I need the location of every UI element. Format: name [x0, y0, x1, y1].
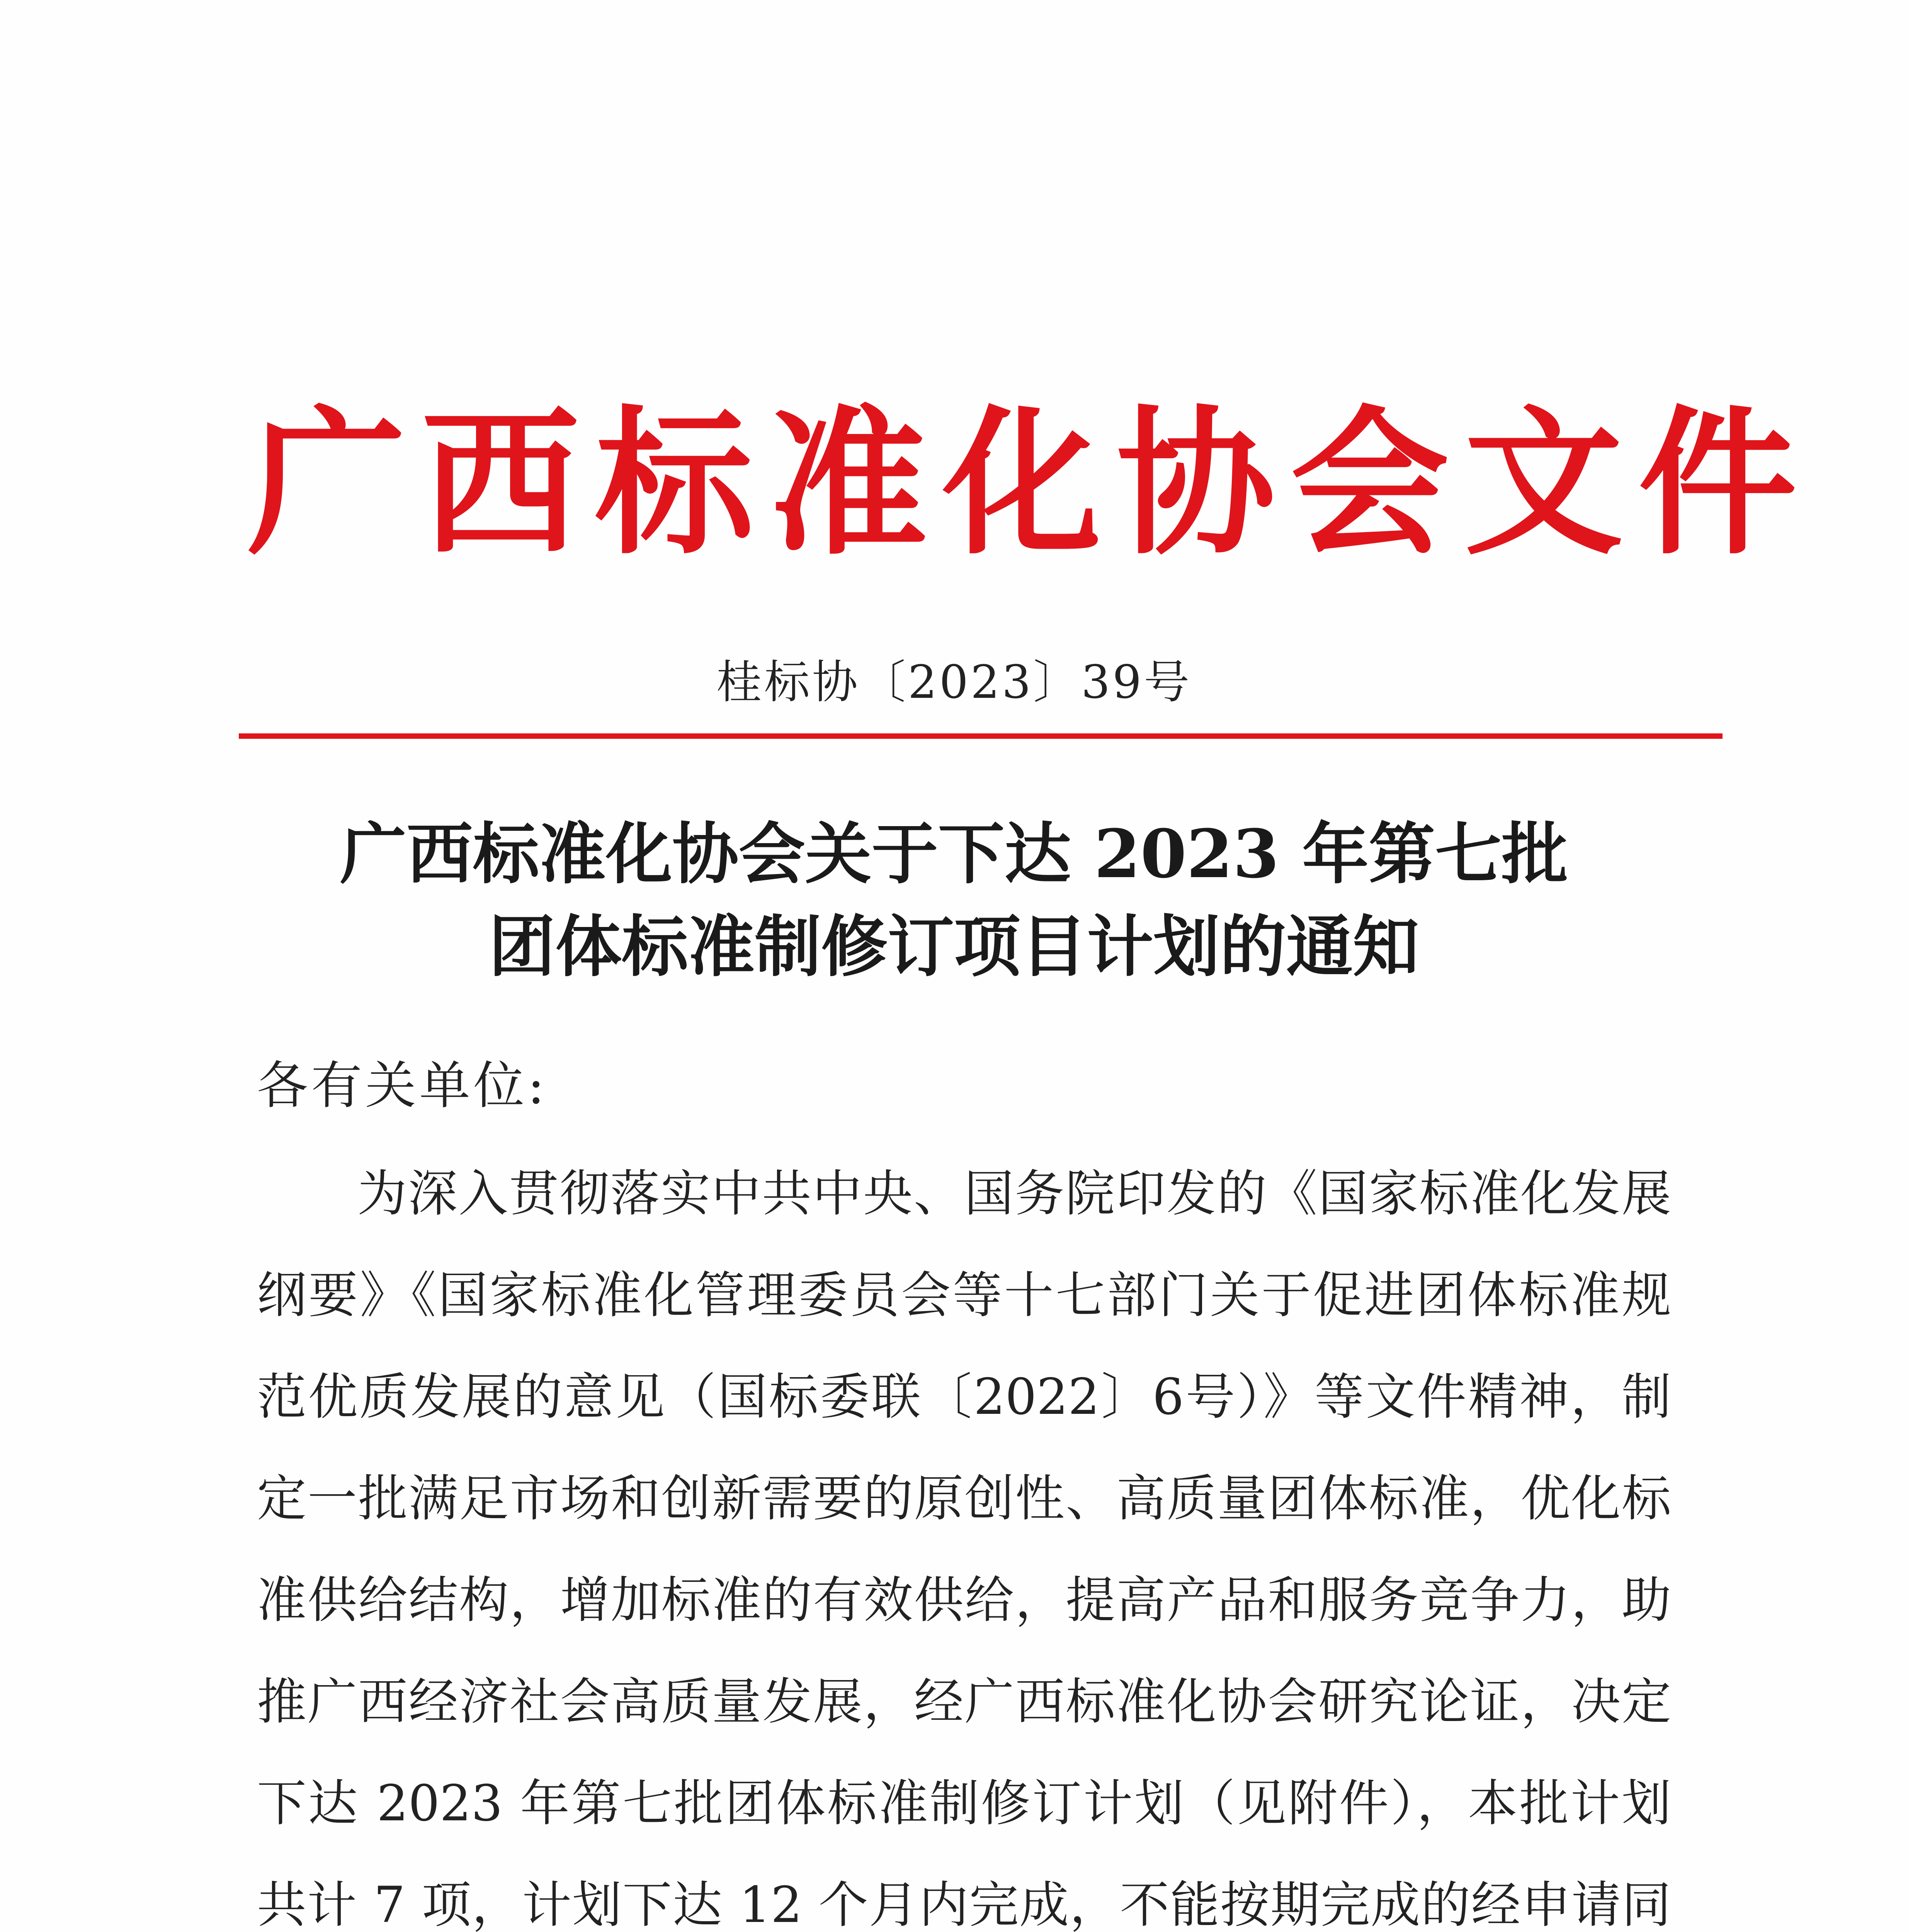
- body-line: 纲要》《国家标准化管理委员会等十七部门关于促进团体标准规: [257, 1267, 1671, 1324]
- body-line: 下达 2023 年第七批团体标准制修订计划（见附件），本批计划: [257, 1775, 1671, 1832]
- document-number: 桂标协〔2023〕39号: [716, 655, 1192, 709]
- body-line: 推广西经济社会高质量发展，经广西标准化协会研究论证，决定: [257, 1673, 1671, 1731]
- red-divider-line: [239, 733, 1723, 739]
- body-line: 为深入贯彻落实中共中央、国务院印发的《国家标准化发展: [357, 1165, 1671, 1223]
- salutation: 各有关单位:: [257, 1056, 548, 1116]
- body-line: 范优质发展的意见（国标委联〔2022〕6号）》等文件精神，制: [257, 1368, 1671, 1426]
- body-line: 准供给结构，增加标准的有效供给，提高产品和服务竞争力，助: [257, 1571, 1671, 1629]
- issuer-header-title: 广西标准化协会文件: [247, 390, 1812, 576]
- body-line: 定一批满足市场和创新需要的原创性、高质量团体标准，优化标: [257, 1470, 1671, 1527]
- notice-title-line-1: 广西标准化协会关于下达 2023 年第七批: [340, 815, 1568, 893]
- body-line: 共计 7 项，计划下达 12 个月内完成，不能按期完成的经申请同: [257, 1876, 1671, 1932]
- notice-title-line-2: 团体标准制修订项目计划的通知: [489, 907, 1419, 986]
